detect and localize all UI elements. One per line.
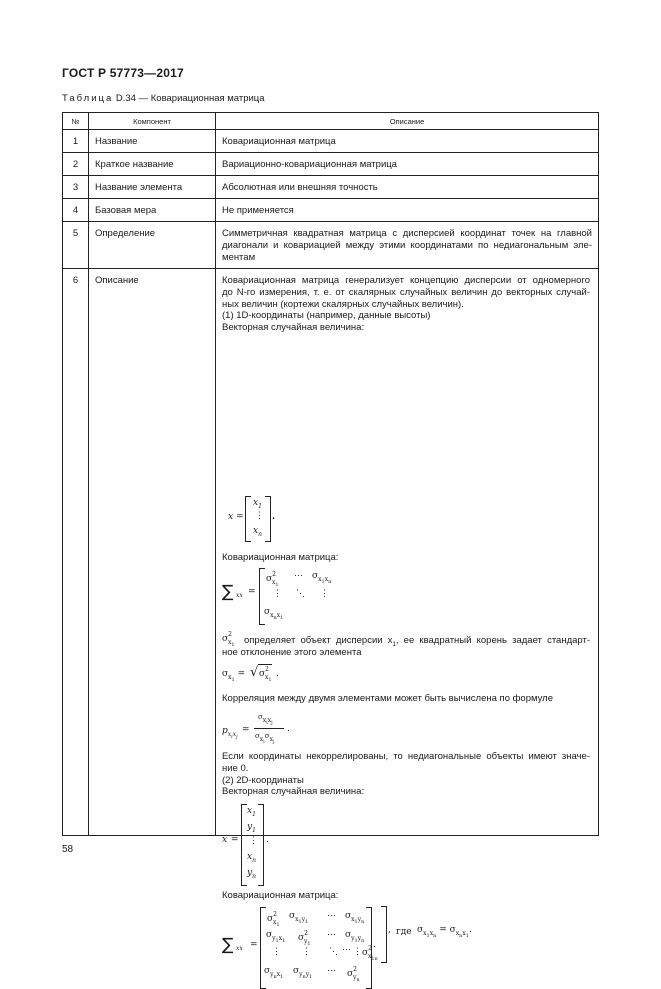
table-row — [63, 130, 599, 153]
intro-line: ных величин (кортежи скалярных случайных величин). — [222, 298, 464, 310]
table-row — [63, 222, 599, 269]
intro-line: до N-го измерения, т. е. от скалярных случайных величин до векторных случай- — [222, 286, 590, 298]
row-component: Название элемента — [89, 176, 216, 199]
description-line: Симметричная квадратная матрица с дисперсией координат точек на главной — [222, 228, 592, 239]
item-1d-heading: (1) 1D-координаты (например, данные высоты) — [222, 310, 431, 322]
row-description — [216, 222, 599, 269]
description-line: ментам — [222, 252, 256, 263]
row-component: Описание — [89, 269, 216, 836]
table-row — [63, 153, 599, 176]
item-2d-heading: (2) 2D-координаты — [222, 774, 304, 786]
column-header-component: Компонент — [89, 113, 216, 130]
caption-title: Ковариационная матрица — [150, 93, 265, 104]
row-description: Ковариационная матрица — [216, 130, 599, 153]
document-header: ГОСТ Р 57773—2017 — [62, 66, 184, 80]
caption-label: Таблица — [62, 93, 114, 104]
uncorr-line: Если координаты некоррелированы, то недиагональные объекты имеют значе- — [222, 751, 590, 762]
table-caption — [62, 93, 265, 104]
row-description: Ковариационная матрица генерализует концепцию дисперсии от одномерного до N-го измерения, т. е. от скалярных случайных величин до векторных случай- ных величин (кортежи скалярных случайных величин). (1) 1D-координаты (например, данные высоты) Векторная случайная величина: x = $x_1$ ⋮ $x_n$ . Ковариационная матрица: ∑ xx = $\sigma^2_{x_1}$ ⋯ $\sigma_{x_1x_n}$ ⋮ ⋱ ⋮ $\sigma_{x_nx_1}$ ⋯ $\sigma^2_{x_{1n}}$ , где $\sigma_{x_1x_n} = \sigma_{x_nx_1}$. $\sigma^2_{x_1}$ определяет объект дисперсии $x_1$, ее квадратный корень задает стандарт- ное отклонение этого элемента $\sigma_{x_1}$ = √ $\sigma^2_{x_1}$ . Корреляция между двумя элементами может быть вычислена по формуле $p_{x_ix_j}$ = $\sigma x_ix_j$ $\sigma x_i\sigma x_j$ . Если координаты некоррелированы, то недиагональные объекты имеют значе- ние 0. (2) 2D-координаты Векторная случайная величина: x = $x_1$ $y_1$ ⋮ $x_n$ $y_n$ . Ковариационная матрица: ∑ xx = $\sigma^2_{x_1}$ $\sigma_{x_1y_1}$ ⋯ $\sigma_{x_1y_n}$ $\sigma_{y_1x_1}$ $\sigma^2_{y_1}$ ⋯ $\sigma_{y_1y_n}$ ⋮ ⋮ ⋱ ⋮ $\sigma_{y_nx_1}$ $\sigma_{y_ny_1}$ ⋯ $\sigma^2_{y_n}$ . — [216, 269, 599, 836]
sigma-desc-line: определяет объект дисперсии $x_1$, ее квадратный корень задает стандарт- — [244, 635, 591, 648]
vector-label-2: Векторная случайная величина: — [222, 786, 365, 798]
column-header-description: Описание — [216, 113, 599, 130]
table-header-row — [63, 113, 599, 130]
row-description: Вариационно-ковариационная матрица — [216, 153, 599, 176]
correlation-text: Корреляция между двумя элементами может быть вычислена по формуле — [222, 693, 554, 704]
description-line: диагонали и ковариацией между этими координатами по недиагональным эле- — [222, 240, 592, 251]
row-number: 3 — [63, 176, 89, 199]
intro-line: Ковариационная матрица генерализует концепцию дисперсии от одномерного — [222, 275, 590, 286]
sigma-desc-line: ное отклонение этого элемента — [222, 647, 362, 658]
row-description: Не применяется — [216, 199, 599, 222]
cov-label-1: Ковариационная матрица: — [222, 552, 339, 563]
intro-paragraph — [222, 275, 590, 334]
row-description: Абсолютная или внешняя точность — [216, 176, 599, 199]
row-component: Краткое название — [89, 153, 216, 176]
cov-label-2: Ковариационная матрица: — [222, 890, 339, 901]
table-row — [63, 176, 599, 199]
row-number: 5 — [63, 222, 89, 269]
row-number: 4 — [63, 199, 89, 222]
caption-dash: — — [138, 93, 149, 104]
uncorrelated-paragraph — [222, 751, 590, 798]
row-component: Базовая мера — [89, 199, 216, 222]
row-number: 2 — [63, 153, 89, 176]
caption-number: D.34 — [115, 93, 136, 104]
row-number: 1 — [63, 130, 89, 153]
vector-label-1: Векторная случайная величина: — [222, 322, 365, 334]
column-header-num: № — [63, 113, 89, 130]
where-label: где — [396, 927, 412, 937]
row-number: 6 — [63, 269, 89, 836]
page-number: 58 — [62, 844, 74, 855]
row-component: Определение — [89, 222, 216, 269]
table-row — [63, 199, 599, 222]
uncorr-line: ние 0. — [222, 762, 249, 774]
row-component: Название — [89, 130, 216, 153]
sigma-squared-symbol: $\sigma^2_{x_1}$ — [222, 631, 235, 649]
table-row — [63, 269, 599, 836]
